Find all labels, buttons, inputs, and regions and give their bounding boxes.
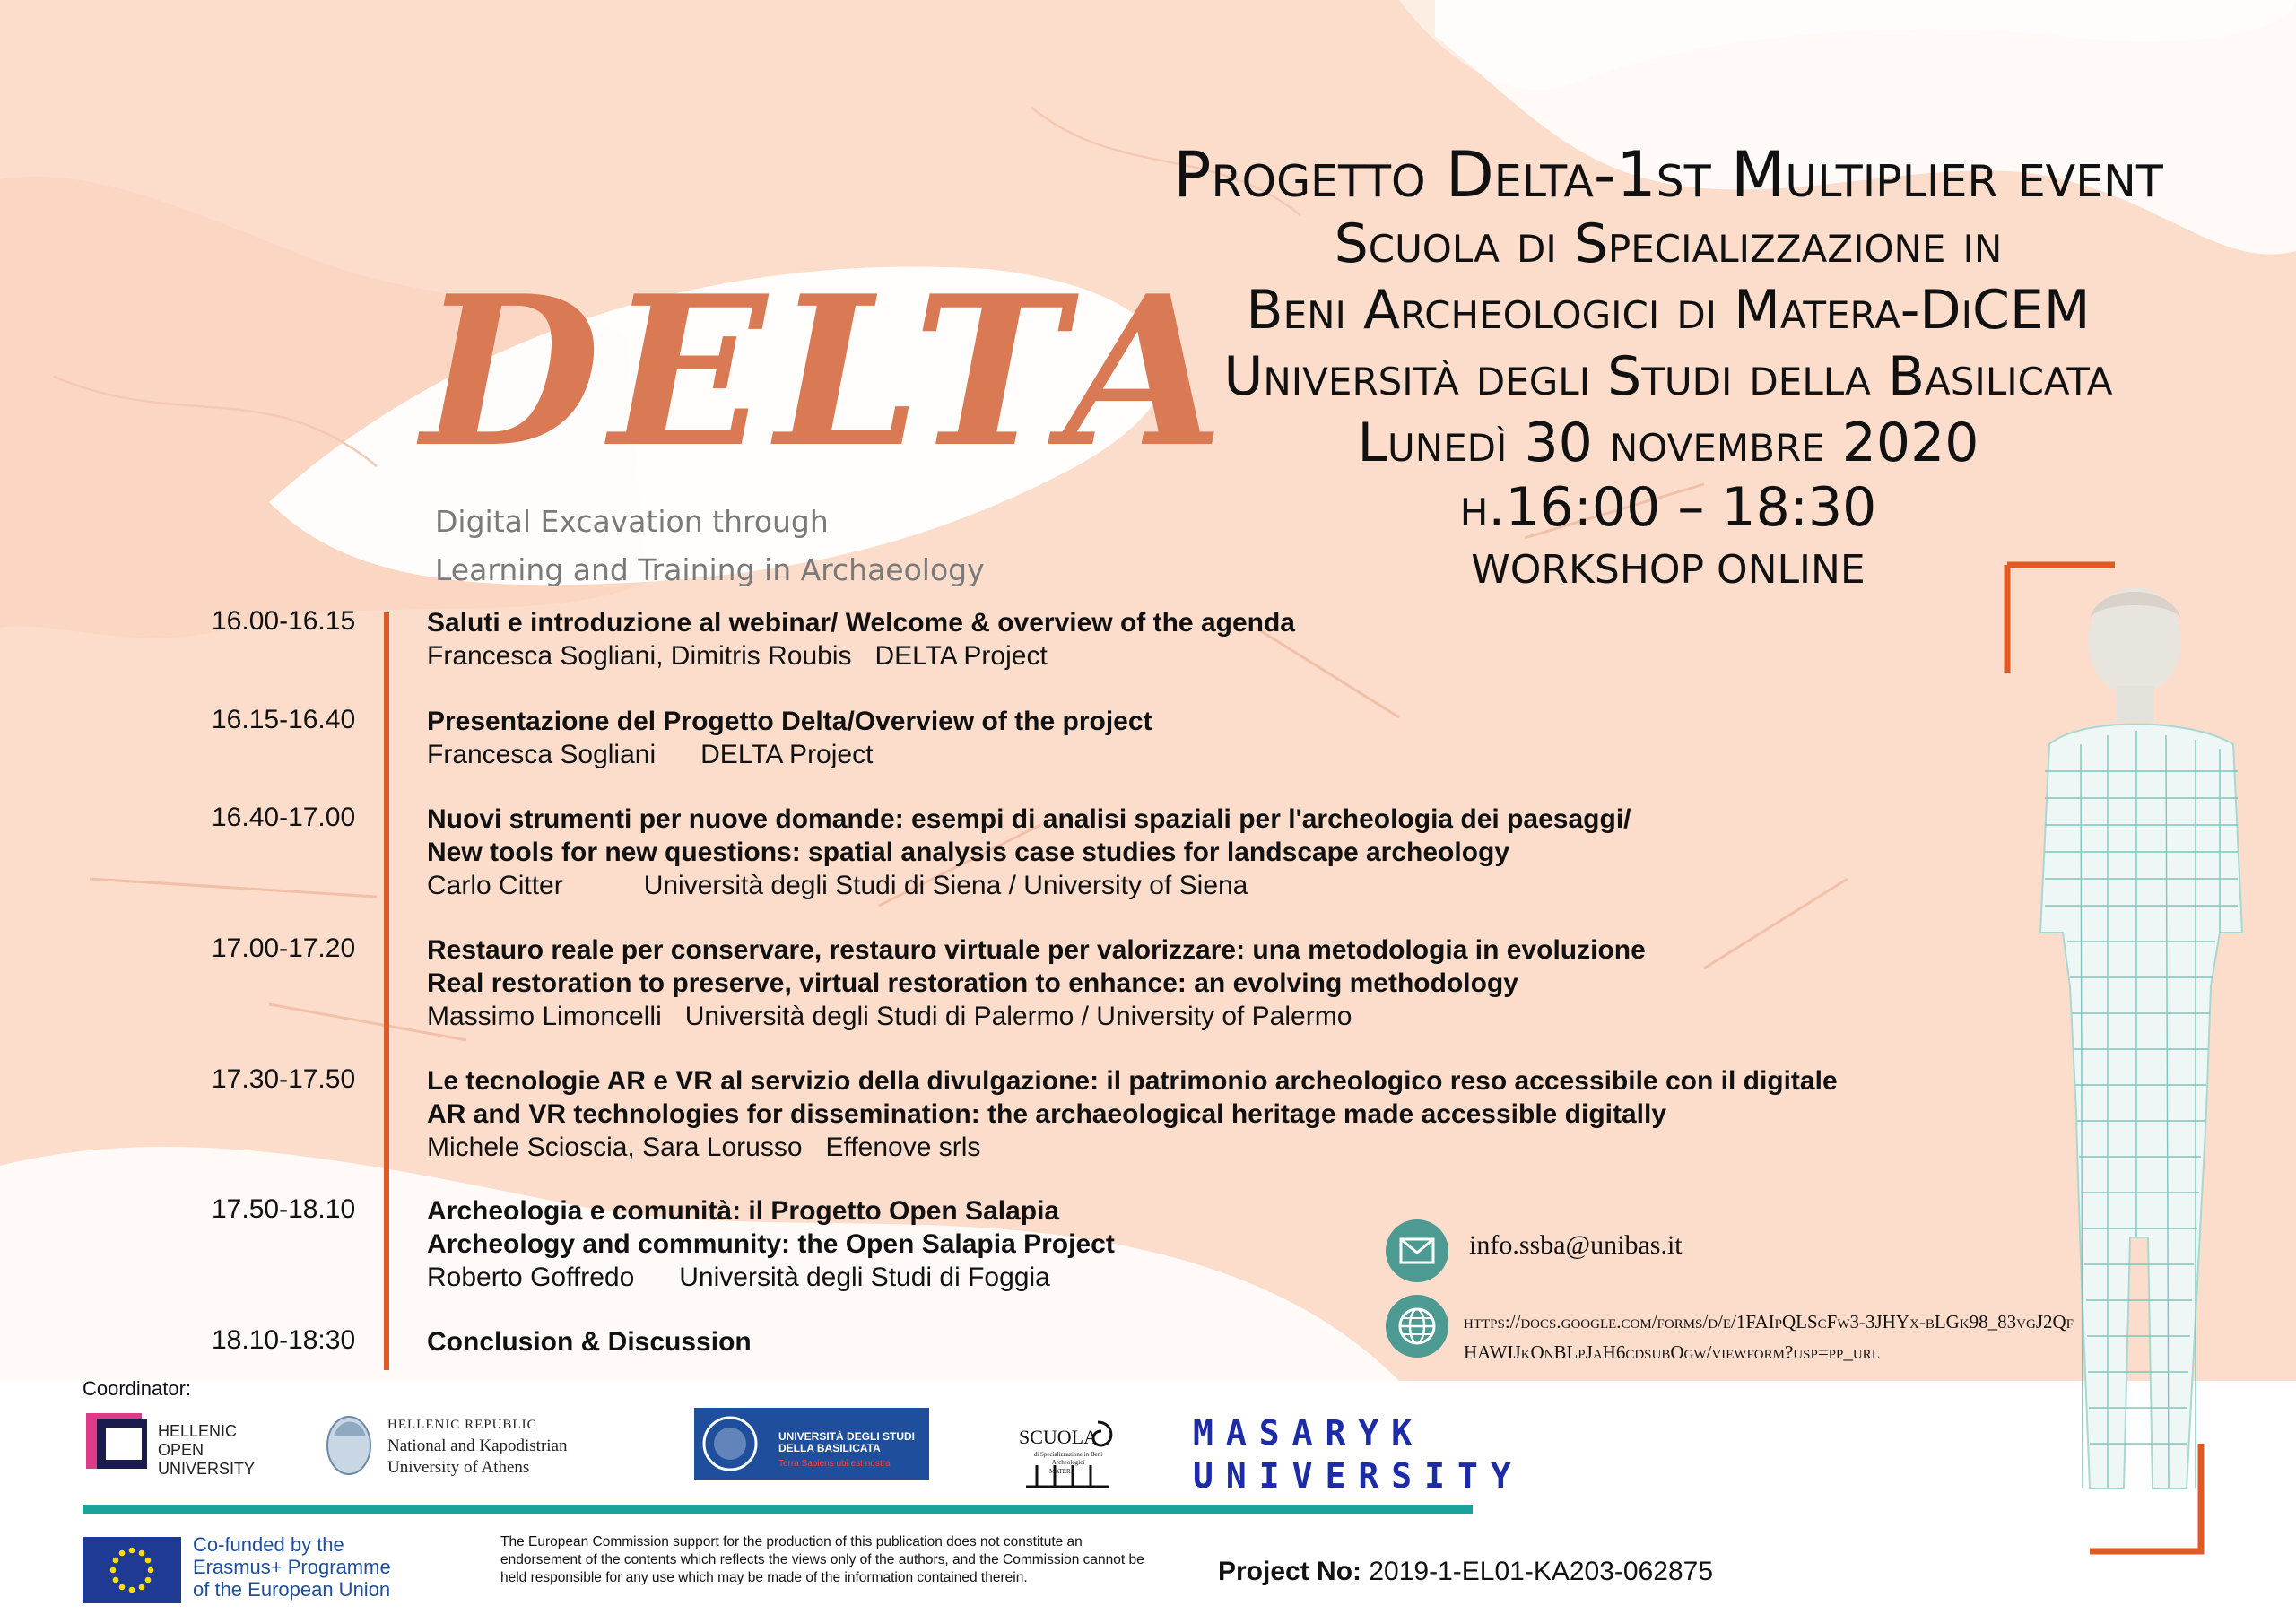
eu-line2: Erasmus+ Programme xyxy=(193,1556,391,1578)
scuola-subtitle: di Specializzazione in Beni Archeologici xyxy=(1033,1451,1103,1466)
agenda-speaker-line xyxy=(427,639,2131,673)
unibas-motto: Terra Sapiens ubi est nostra xyxy=(778,1459,891,1469)
agenda-speaker: Francesca Sogliani xyxy=(427,740,657,769)
agenda-title-en: Real restoration to preserve, virtual restoration to enhance: an evolving methodology xyxy=(427,968,1518,998)
delta-logo: DELTA xyxy=(422,251,1233,493)
masaryk-line1: MASARYK xyxy=(1193,1413,1425,1453)
logo-sub-line2: Learning and Training in Archaeology xyxy=(435,552,985,587)
coordinator-label: Coordinator: xyxy=(83,1377,192,1400)
agenda-title: Le tecnologie AR e VR al servizio della divulgazione: il patrimonio archeologico reso accessibile con il digitale xyxy=(427,1066,1838,1096)
agenda-affiliation: Effenove srls xyxy=(825,1133,981,1162)
masaryk-logo xyxy=(1193,1411,1524,1497)
footer-divider xyxy=(83,1505,1473,1514)
event-format: WORKSHOP ONLINE xyxy=(1471,547,1866,593)
contact-email[interactable]: info.ssba@unibas.it xyxy=(1469,1230,1683,1260)
unibas-line1: UNIVERSITÀ DEGLI STUDI xyxy=(778,1430,916,1443)
athena-icon xyxy=(321,1410,377,1480)
hou-logo xyxy=(83,1410,154,1481)
agenda-title: Presentazione del Progetto Delta/Overview of the project xyxy=(427,707,1152,736)
agenda-affiliation: DELTA Project xyxy=(700,740,874,769)
eu-line3: of the European Union xyxy=(193,1578,391,1601)
eu-cofunded-text xyxy=(193,1533,391,1601)
globe-icon xyxy=(1386,1295,1448,1358)
agenda-time: 16.00-16.15 xyxy=(212,606,356,636)
project-code: 2019-1-EL01-KA203-062875 xyxy=(1369,1557,1714,1586)
agenda-speaker-line xyxy=(427,738,2131,771)
agenda-speaker-line xyxy=(427,1261,2131,1294)
agenda-title: Conclusion & Discussion xyxy=(427,1327,752,1357)
uoa-name xyxy=(387,1414,568,1479)
agenda-title: Saluti e introduzione al webinar/ Welcome & overview of the agenda xyxy=(427,608,1295,638)
agenda-affiliation: Università degli Studi di Foggia xyxy=(679,1263,1050,1292)
event-time: h.16:00 – 18:30 xyxy=(1459,476,1877,539)
agenda-time: 17.50-18.10 xyxy=(212,1194,356,1224)
agenda-title: Nuovi strumenti per nuove domande: esempi di analisi spaziali per l'archeologia dei paesaggi/ xyxy=(427,804,1631,834)
uoa-line3: University of Athens xyxy=(387,1458,530,1477)
hou-line3: UNIVERSITY xyxy=(158,1460,256,1478)
event-title: Progetto Delta-1st Multiplier event xyxy=(1173,138,2163,212)
eu-stars-icon xyxy=(83,1537,181,1603)
agenda-affiliation: DELTA Project xyxy=(874,641,1048,671)
unibas-name xyxy=(778,1431,915,1454)
event-subtitle-3: Università degli Studi della Basilicata xyxy=(1223,345,2113,408)
scuola-city: MATERA xyxy=(1049,1468,1075,1475)
event-date: Lunedì 30 novembre 2020 xyxy=(1357,412,1979,474)
agenda-title: Archeologia e comunità: il Progetto Open Salapia xyxy=(427,1196,1060,1226)
agenda-title-en: AR and VR technologies for dissemination: the archaeological heritage made accessible digitally xyxy=(427,1099,1667,1129)
hou-name xyxy=(158,1422,255,1479)
eu-disclaimer: The European Commission support for the production of this publication does not constitute an endorsement of the contents which reflects the views only of the authors, and the Commission cannot be held responsible for any use which may be made of the information contained therein. xyxy=(500,1534,1144,1585)
registration-link[interactable]: https://docs.google.com/forms/d/e/1FAIpQLScFw3-3JHYx-bLGk98_83vgJ2QfHAWIJkOnBLpJaH6cdsubOgw/viewform?usp=pp_url xyxy=(1464,1311,2074,1363)
mail-icon xyxy=(1386,1219,1448,1282)
scuola-label: SCUOLA xyxy=(1019,1426,1099,1448)
project-label: Project No: xyxy=(1218,1557,1362,1586)
agenda-speaker: Francesca Sogliani, Dimitris Roubis xyxy=(427,641,852,671)
eu-line1: Co-funded by the xyxy=(193,1533,344,1556)
agenda-speaker: Massimo Limoncelli xyxy=(427,1002,662,1031)
delta-logo-tagline xyxy=(435,498,985,595)
logo-sub-line1: Digital Excavation through xyxy=(435,504,829,539)
event-title-block xyxy=(1058,138,2278,593)
unibas-line2: DELLA BASILICATA xyxy=(778,1442,881,1454)
agenda-time: 16.40-17.00 xyxy=(212,803,356,832)
agenda-timeline-bar xyxy=(384,612,389,1370)
agenda-speaker: Michele Scioscia, Sara Lorusso xyxy=(427,1133,803,1162)
uoa-line1: HELLENIC REPUBLIC xyxy=(387,1418,537,1432)
agenda-title-en: New tools for new questions: spatial analysis case studies for landscape archeology xyxy=(427,838,1510,867)
eu-flag xyxy=(83,1537,181,1603)
event-subtitle-1: Scuola di Specializzazione in xyxy=(1334,213,2003,275)
event-subtitle-2: Beni Archeologici di Matera-DiCEM xyxy=(1246,279,2091,342)
agenda-speaker: Carlo Citter xyxy=(427,871,563,900)
agenda-time: 16.15-16.40 xyxy=(212,705,356,734)
hou-line2: OPEN xyxy=(158,1441,204,1459)
agenda-title: Restauro reale per conservare, restauro virtuale per valorizzare: una metodologia in evoluzione xyxy=(427,935,1646,965)
agenda-affiliation: Università degli Studi di Siena / University of Siena xyxy=(643,871,1248,900)
uoa-line2: National and Kapodistrian xyxy=(387,1436,568,1455)
agenda-affiliation: Università degli Studi di Palermo / University of Palermo xyxy=(684,1002,1352,1031)
agenda-time: 18.10-18:30 xyxy=(212,1325,356,1355)
agenda-speaker-line xyxy=(427,1000,2131,1033)
agenda-time: 17.30-17.50 xyxy=(212,1064,356,1094)
agenda-speaker-line xyxy=(427,869,2131,902)
agenda-speaker-line xyxy=(427,1131,2131,1164)
project-number xyxy=(1218,1557,1713,1587)
agenda-speaker: Roberto Goffredo xyxy=(427,1263,635,1292)
agenda-time: 17.00-17.20 xyxy=(212,933,356,963)
hou-line1: HELLENIC xyxy=(158,1422,238,1440)
agenda-title-en: Archeology and community: the Open Salapia Project xyxy=(427,1229,1115,1259)
unibas-seal-icon xyxy=(701,1415,759,1472)
masaryk-line2: UNIVERSITY xyxy=(1193,1456,1524,1496)
